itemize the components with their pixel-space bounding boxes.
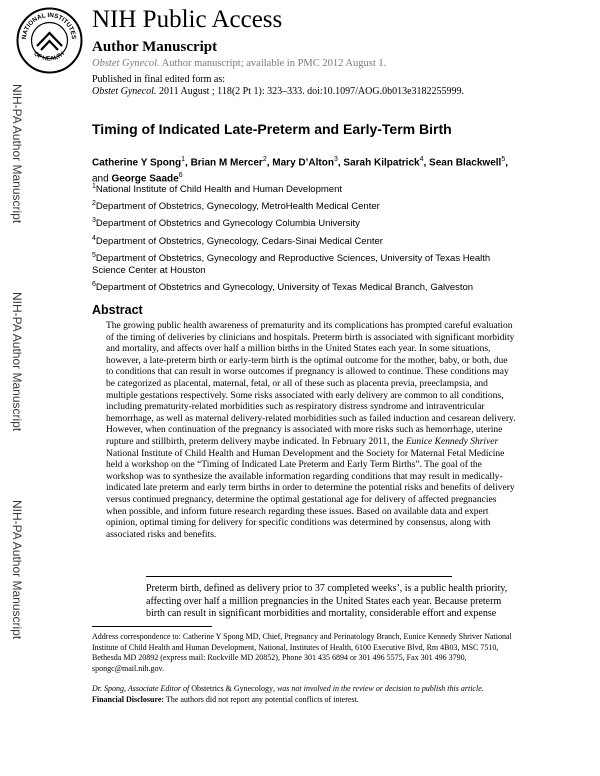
author-name: Sean Blackwell [429, 157, 502, 169]
header-citation [92, 58, 386, 69]
author-sup: 2 [262, 156, 267, 163]
article-title: Timing of Indicated Late-Preterm and Early-Term Birth [92, 121, 452, 137]
author-sup: 6 [178, 172, 183, 180]
footnote-address: Address correspondence to: Catherine Y Spong MD, Chief, Pregnancy and Perinatology Branch, Eunice Kennedy Shriver National Institute of Child Health and Human Development, National, Institutes of Health, 6100 Executive Blvd, Rm 4B03, MSC 7510, Bethesda MD 20892 (express mail: Rockville MD 20852), Phone 301 435 6894 or 301 496 5575, Fax 301 496 3790, spongc@mail.nih.gov. [92, 632, 512, 674]
published-journal: Obstet Gynecol. [92, 86, 157, 97]
author-name: Mary D’Alton [272, 157, 334, 169]
author-list: Catherine Y Spong$^1$, Brian M Mercer$^2$, Mary D’Alton$^3$, Sarah Kilpatrick$^4$, Sean Blackwell$^5$, and George Saade$^6$ [92, 156, 508, 185]
abstract-heading: Abstract [92, 303, 143, 317]
intro-divider [146, 576, 452, 577]
footnote-editor-pre: Dr. Spong, Associate Editor of [92, 684, 192, 693]
affiliation: $^5$Department of Obstetrics, Gynecology and Reproductive Sciences, University of Texas Health Science Center at Houston [92, 252, 491, 277]
svg-text:OF HEALTH: OF HEALTH [32, 51, 66, 63]
footnote-divider [92, 626, 212, 627]
header-citation-journal: Obstet Gynecol. [92, 58, 160, 69]
nih-seal-logo [16, 7, 83, 74]
author-conjunction: and [92, 173, 109, 185]
footnote-editor-journal: Obstetrics & Gynecology [191, 684, 273, 693]
affiliation: $^3$Department of Obstetrics and Gynecology Columbia University [92, 217, 360, 230]
abstract-text-part1: The growing public health awareness of prematurity and its complications has prompted careful evaluation of the timing of deliveries by clinicians and hospitals. Preterm birth is associated with significant morbidity and mortality, and affects over half a million births in the United States each year. In some situations, however, a late-preterm birth or early-term birth is the optimal outcome for the mother, baby, or both, due to conditions that can result in worse outcomes if pregnancy is allowed to continue. These conditions may be categorized as placental, maternal, fetal, or all of these such as placenta previa, preeclampsia, and multiple gestations respectively. Some risks associated with early delivery are common to all conditions, including prematurity-related morbidities such as respiratory distress syndrome and intraventricular hemorrhage, as well as maternal delivery-related morbidities such as failed induction and cesarean delivery. However, when continuation of the pregnancy is associated with more risks such as hemorrhage, uterine rupture and stillbirth, preterm delivery maybe indicated. In February 2011, the [106, 321, 516, 447]
footnote-disclosure [92, 695, 512, 705]
affiliation: $^2$Department of Obstetrics, Gynecology, MetroHealth Medical Center [92, 200, 380, 213]
abstract-text-italic: Eunice Kennedy Shriver [405, 436, 499, 447]
author-name: George Saade [111, 173, 179, 185]
side-banner-2: NIH-PA Author Manuscript [10, 292, 24, 432]
author-sup: 3 [333, 156, 338, 163]
header-citation-rest: Author manuscript; available in PMC 2012 August 1. [159, 58, 387, 69]
published-details: 2011 August ; 118(2 Pt 1): 323–333. doi:10.1097/AOG.0b013e3182255999. [156, 86, 465, 97]
author-sup: 5 [501, 156, 506, 163]
side-banner-3: NIH-PA Author Manuscript [10, 500, 24, 640]
footnote-editor-post: , was not involved in the review or decision to publish this article. [272, 684, 484, 693]
side-banner-1: NIH-PA Author Manuscript [10, 84, 24, 224]
abstract-body [106, 321, 516, 541]
footnote-editor [92, 684, 512, 694]
affiliation: $^1$National Institute of Child Health and Human Development [92, 183, 342, 196]
author-name: Catherine Y Spong [92, 157, 182, 169]
svg-text:NATIONAL INSTITUTES: NATIONAL INSTITUTES [20, 11, 78, 40]
abstract-text-part2: National Institute of Child Health and Human Development and the Society for Maternal Fetal Medicine held a workshop on the “Timing of Indicated Late Preterm and Early Term Births”. The goal of the workshop was to synthesize the available information regarding conditions that may result in medically-indicated late preterm and early term births in order to determine the potential risks and benefits of delivery versus continued pregnancy, determine the optimal gestational age for delivery of affected pregnancies when possible, and inform future research regarding these issues. Based on available data and expert opinion, optimal timing for delivery for specific conditions was determined by consensus, along with associated risks and benefits. [106, 448, 515, 540]
disclosure-label: Financial Disclosure: [92, 695, 165, 704]
affiliation: $^4$Department of Obstetrics, Gynecology, Cedars-Sinai Medical Center [92, 235, 383, 248]
author-sup: 1 [181, 156, 185, 163]
header-title: NIH Public Access [92, 6, 283, 33]
affiliation: $^6$Department of Obstetrics and Gynecology, University of Texas Medical Branch, Galveston [92, 281, 474, 294]
disclosure-text: The authors did not report any potential conflicts of interest. [164, 695, 359, 704]
author-sup: 4 [419, 156, 424, 163]
author-name: Brian M Mercer [190, 157, 263, 169]
header-subtitle: Author Manuscript [92, 39, 218, 55]
published-label: Published in final edited form as: [92, 74, 226, 85]
intro-paragraph: Preterm birth, defined as delivery prior to 37 completed weeks’, is a public health priority, affecting over half a million pregnancies in the United States each year. Because preterm birth can result in significant morbidities and mortality, considerable effort and expense [146, 583, 508, 619]
author-name: Sarah Kilpatrick [343, 157, 420, 169]
published-citation [92, 86, 464, 98]
